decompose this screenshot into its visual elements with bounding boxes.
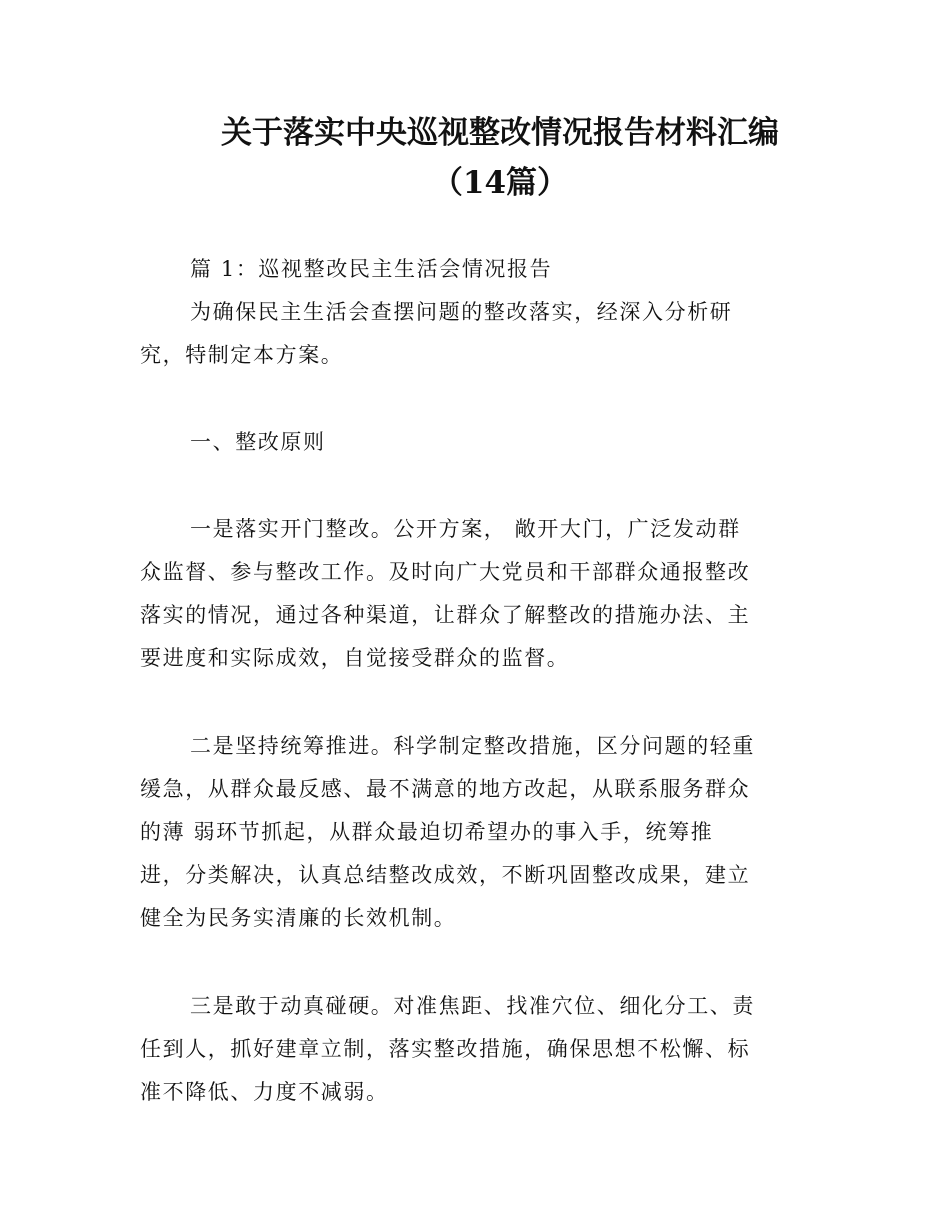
paragraph-line: 要进度和实际成效，自觉接受群众的监督。: [140, 646, 570, 670]
paragraph-line: 落实的情况，通过各种渠道，让群众了解整改的措施办法、主: [140, 603, 751, 627]
paragraph-line: 缓急，从群众最反感、最不满意的地方改起，从联系服务群众: [140, 777, 751, 801]
title-line-2: （14篇）: [431, 165, 569, 201]
paragraph-line: 准不降低、力度不减弱。: [140, 1080, 389, 1104]
paragraph-line: 三是敢于动真碰硬。对准焦距、找准穴位、细化分工、责: [190, 994, 755, 1018]
intro-line: 究，特制定本方案。: [140, 343, 344, 367]
section-heading-block: [140, 421, 812, 464]
section-heading: 一、整改原则: [190, 430, 326, 454]
paragraph-2: [140, 725, 812, 940]
document-title: [140, 108, 860, 208]
article-heading: 篇 1：巡视整改民主生活会情况报告: [190, 257, 553, 281]
paragraph-line: 进，分类解决，认真总结整改成效，不断巩固整改成果，建立: [140, 863, 751, 887]
title-line-1: 关于落实中央巡视整改情况报告材料汇编: [221, 115, 779, 151]
paragraph-1: [140, 508, 812, 680]
paragraph-line: 任到人，抓好建章立制，落实整改措施，确保思想不松懈、标: [140, 1037, 751, 1061]
intro-line: 为确保民主生活会查摆问题的整改落实，经深入分析研: [190, 300, 733, 324]
paragraph-line: 健全为民务实清廉的长效机制。: [140, 906, 457, 930]
paragraph-3: [140, 985, 812, 1114]
paragraph-line: 的薄 弱环节抓起，从群众最迫切希望办的事入手，统筹推: [140, 820, 714, 844]
paragraph-line: 众监督、参与整改工作。及时向广大党员和干部群众通报整改: [140, 560, 751, 584]
paragraph-line: 二是坚持统筹推进。科学制定整改措施，区分问题的轻重: [190, 734, 755, 758]
paragraph-line: 一是落实开门整改。公开方案， 敞开大门，广泛发动群: [190, 517, 741, 541]
article-intro: [140, 248, 812, 377]
